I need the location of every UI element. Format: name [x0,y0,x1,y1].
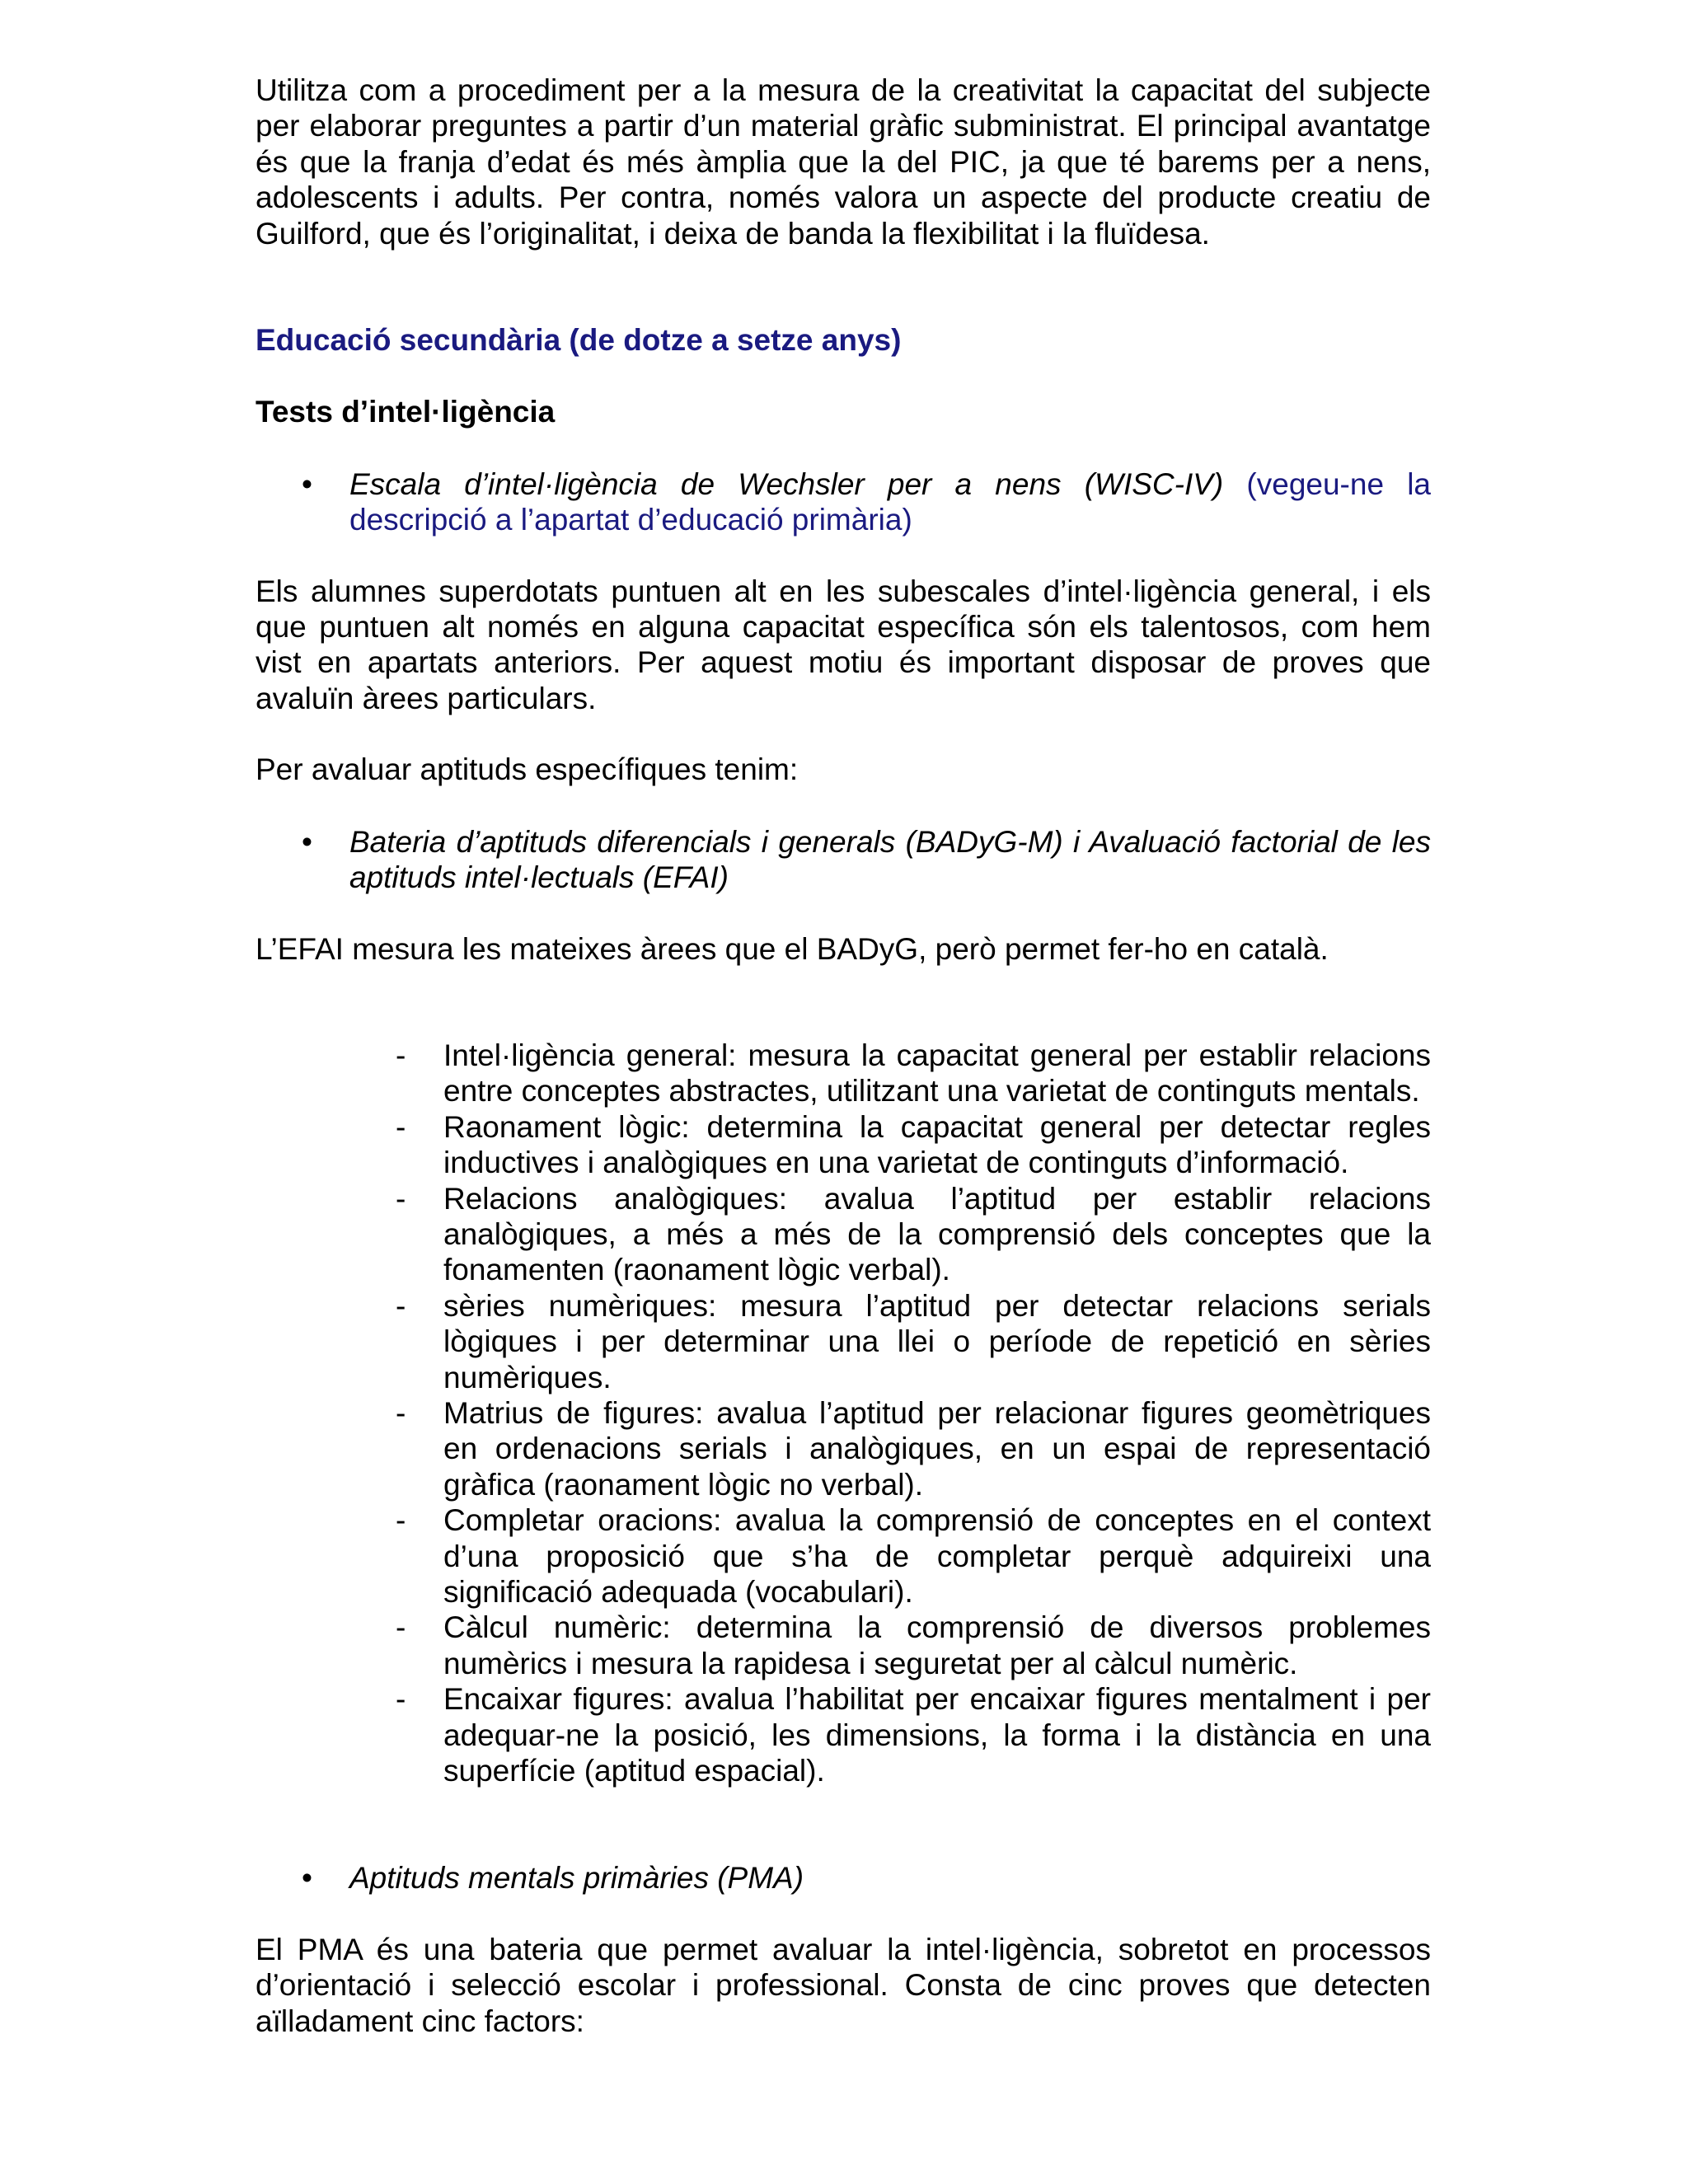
list-item-text: Encaixar figures: avalua l’habilitat per encaixar figures mentalment i per adequar-ne la posició, les dimensions, la forma i la distància en una superfície (aptitud espacial). [443,1682,1431,1788]
subheading-tests: Tests d’intel·ligència [256,395,556,429]
dash-marker: - [396,1610,406,1645]
list-item-text: Intel·ligència general: mesura la capacitat general per establir relacions entre conceptes abstractes, utilitzant una varietat de continguts mentals. [443,1038,1431,1108]
list-item-text: Completar oracions: avalua la comprensió de conceptes en el context d’una proposició que s’ha de completar perquè adquireixi una significació adequada (vocabulari). [443,1503,1431,1609]
paragraph-superdotats: Els alumnes superdotats puntuen alt en les subescales d’intel·ligència general, i els que puntuen alt només en alguna capacitat específica són els talentosos, com hem vist en apartats anteriors. Per aquest motiu és important disposar de proves que avaluïn àrees particulars. [256,574,1431,715]
section-heading: Educació secundària (de dotze a setze anys) [256,323,902,358]
dash-marker: - [396,1503,406,1538]
list-item-text: Relacions analògiques: avalua l’aptitud per establir relacions analògiques, a més a més de la comprensió dels conceptes que la fonamenten (raonament lògic verbal). [443,1181,1431,1287]
list-item-text: sèries numèriques: mesura l’aptitud per detectar relacions serials lògiques i per determinar una llei o període de repetició en sèries numèriques. [443,1288,1431,1394]
document-page [256,73,1431,2039]
efai-areas-list [256,1038,1431,1789]
list-item-text: Matrius de figures: avalua l’aptitud per relacionar figures geomètriques en ordenacions serials i analògiques, en un espai de representació gràfica (raonament lògic no verbal). [443,1395,1431,1502]
bullet-dot: • [302,466,312,501]
list-item [256,1395,1431,1502]
bullet-badyg [256,824,1431,896]
paragraph-aptituds: Per avaluar aptituds específiques tenim: [256,752,799,787]
paragraph-pma: El PMA és una bateria que permet avaluar la intel·ligència, sobretot en processos d’orientació i selecció escolar i professional. Consta de cinc proves que detecten aïlladament cinc factors: [256,1932,1431,2038]
bullet-wisc-title: Escala d’intel·ligència de Wechsler per a nens (WISC-IV) [349,466,1224,501]
bullet-pma-title: Aptituds mentals primàries (PMA) [349,1861,804,1896]
bullet-dot: • [302,1861,312,1896]
list-item [256,1181,1431,1288]
bullet-wisc [256,466,1431,538]
bullet-wisc-note: (vegeu-ne la descripció a l’apartat d’educació primària) [349,466,1432,537]
list-item [256,1681,1431,1788]
list-item [256,1610,1431,1681]
bullet-dot: • [302,824,312,859]
intro-paragraph: Utilitza com a procediment per a la mesura de la creativitat la capacitat del subjecte per elaborar preguntes a partir d’un material gràfic subministrat. El principal avantatge és que la franja d’edat és més àmplia que la del PIC, ja que té barems per a nens, adolescents i adults. Per contra, només valora un aspecte del producte creatiu de Guilford, que és l’originalitat, i deixa de banda la flexibilitat i la fluïdesa. [256,73,1431,251]
bullet-badyg-title: Bateria d’aptituds diferencials i generals (BADyG-M) i Avaluació factorial de les aptituds intel·lectuals (EFAI) [349,824,1431,895]
list-item [256,1038,1431,1109]
dash-marker: - [396,1109,406,1144]
list-item [256,1109,1431,1181]
paragraph-efai: L’EFAI mesura les mateixes àrees que el BADyG, però permet fer-ho en català. [256,931,1329,966]
list-item [256,1288,1431,1395]
bullet-pma [256,1860,1431,1896]
dash-marker: - [396,1181,406,1216]
dash-marker: - [396,1682,406,1717]
dash-marker: - [396,1288,406,1323]
list-item-text: Càlcul numèric: determina la comprensió de diversos problemes numèrics i mesura la rapidesa i seguretat per al càlcul numèric. [443,1610,1431,1680]
list-item [256,1502,1431,1610]
dash-marker: - [396,1038,406,1072]
dash-marker: - [396,1395,406,1430]
list-item-text: Raonament lògic: determina la capacitat general per detectar regles inductives i analògiques en una varietat de continguts d’informació. [443,1109,1431,1180]
